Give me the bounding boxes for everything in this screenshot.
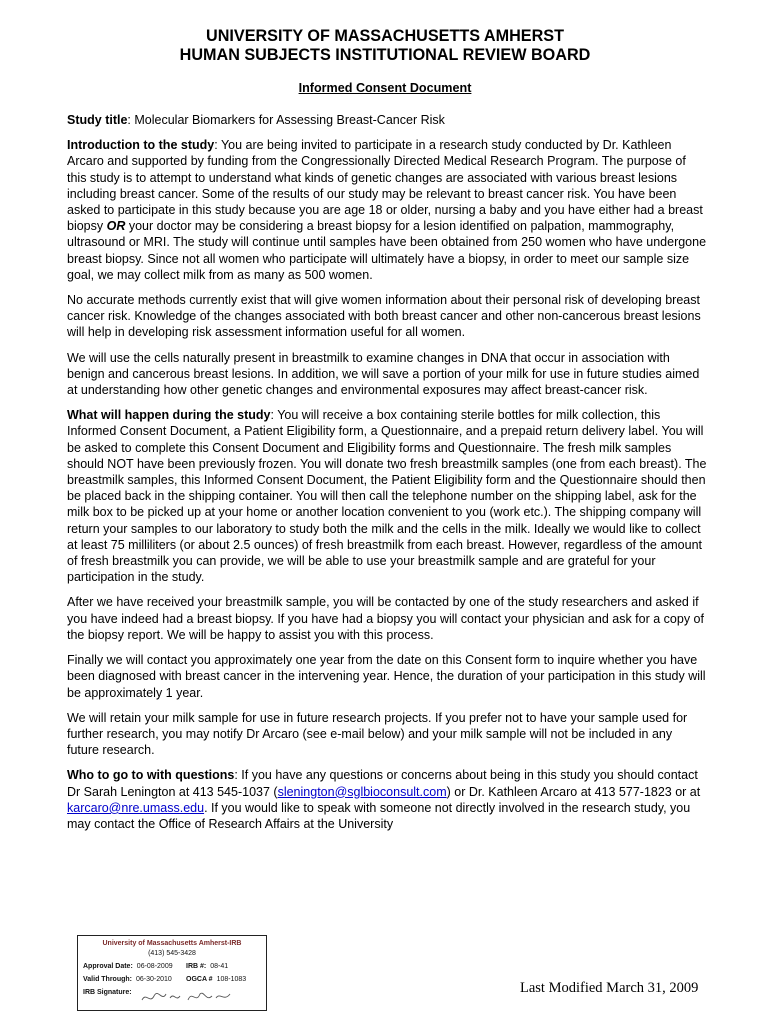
study-title-text: : Molecular Biomarkers for Assessing Breast-Cancer Risk [127,113,445,127]
intro-text-a: : You are being invited to participate in a research study conducted by Dr. Kathleen Arcaro and supported by funding from the Congressionally Directed Medical Research Program. The purpose of this study is to attempt to understand what kinds of genetic changes are associated with various breast lesions including breast cancer. Some of the results of our study may be relevant to breast cancer risk. You have been asked to participate in this study because you are age 18 or older, nursing a baby and you have either had a breast biopsy [67,138,703,234]
questions-text-1: : If you have any questions or concerns about being in this study you should contact Dr Sarah Lenington at 413 545-1037 ( [67,768,698,799]
valid-through-label: Valid Through: [83,976,132,983]
ogca-row [186,975,246,985]
valid-through-value: 06-30-2010 [136,976,172,983]
ogca-value: 108-1083 [216,976,247,983]
questions-paragraph [67,767,707,832]
contact-paragraph: After we have received your breastmilk sample, you will be contacted by one of the study researchers and asked if you have indeed had a breast biopsy. If you have had a biopsy you will contact your physician and ask for a copy of the biopsy report. We will be happy to assist you with this process. [67,595,704,642]
approval-date-value: 06-08-2009 [136,963,173,970]
questions-label: Who to go to with questions [67,768,235,783]
or-emphasis: OR [106,219,126,234]
stamp-phone: (413) 545-3428 [148,950,196,957]
arcaro-email-link[interactable]: karcaro@nre.umass.edu [67,800,205,815]
approval-date-label: Approval Date: [83,963,133,970]
study-title-label: Study title [67,113,128,127]
irb-approval-stamp [77,935,267,1011]
happen-paragraph [67,407,707,585]
irb-signature-row [83,988,132,998]
irb-signature-label: IRB Signature: [83,989,132,996]
intro-paragraph [67,137,707,283]
irb-number-label: IRB #: [186,963,207,970]
document-body [67,112,707,841]
approval-date-row [83,962,173,972]
cells-paragraph: We will use the cells naturally present in breastmilk to examine changes in DNA that occur in association with benign and cancerous breast lesions. In addition, we will save a portion of your milk for use in future studies aimed at understanding how other genetic changes and environmental exposures may affect breast-cancer risk. [67,350,700,398]
document-subtitle: Informed Consent Document [298,81,472,95]
risk-paragraph: No accurate methods currently exist that will give women information about their personal risk of developing breast cancer risk. Knowledge of the changes associated with both breast cancer and other non-cancerous breast lesions will help in developing risk assessment information useful for all women. [67,293,701,340]
irb-number-row [186,962,228,972]
followup-paragraph: Finally we will contact you approximately one year from the date on this Consent form to inquire whether you have been diagnosed with breast cancer in the intervening year. Hence, the duration of your participation in this study will be approximately 1 year. [67,653,706,700]
retain-paragraph: We will retain your milk sample for use in future research projects. If you prefer not to have your sample used for further research, you may notify Dr Arcaro (see e-mail below) and your milk sample will not be included in any future research. [67,710,688,758]
intro-label: Introduction to the study [67,138,215,153]
ogca-label: OGCA # [186,976,213,983]
last-modified: Last Modified March 31, 2009 [520,980,699,996]
questions-text-3: . If you would like to speak with someone not directly involved in the research study, you may contact the Office of Research Affairs at the University [67,800,691,831]
study-title-paragraph [67,112,707,128]
happen-text: : You will receive a box containing sterile bottles for milk collection, this Informed Consent Document, a Patient Eligibility form, a Questionnaire, and a prepaid return delivery label. You will be asked to complete this Consent Document and Eligibility forms and Questionnaire. The fresh milk samples should NOT have been previously frozen. You will donate two fresh breastmilk samples (one from each breast). The breastmilk samples, this Informed Consent Document, the Patient Eligibility form and the Questionnaire should then be placed back in the shipping container. You will then call the telephone number on the shipping label, ask for the milk box to be picked up at your home or another location convenient to you (work etc.). The shipping company will return your samples to our laboratory to study both the milk and the cells in the milk. Ideally we would like to collect at least 75 milliliters (or about 2.5 ounces) of fresh breastmilk from each breast. However, regardless of the amount of fresh breastmilk you can provide, we will be able to use your breastmilk sample and are grateful for your participation in the study. [67,408,707,585]
valid-through-row [83,975,172,985]
intro-text-b: your doctor may be considering a breast biopsy for a lesion identified on palpation, mammography, ultrasound or MRI. The study will continue until samples have been obtained from 250 women who have undergone breast biopsy. Since not all women who participate will ultimately have a biopsy, in order to meet our sample size goal, we may collect milk from as many as 500 women. [67,219,707,282]
stamp-title: University of Massachusetts Amherst-IRB [102,940,242,947]
board-heading: HUMAN SUBJECTS INSTITUTIONAL REVIEW BOARD [179,46,591,64]
questions-text-2: ) or Dr. Kathleen Arcaro at 413 577-1823 or at [446,784,701,799]
happen-label: What will happen during the study [67,408,271,423]
university-heading: UNIVERSITY OF MASSACHUSETTS AMHERST [206,27,564,45]
handwritten-signature-icon [140,988,236,1006]
irb-number-value: 08-41 [210,963,229,970]
lenington-email-link[interactable]: slenington@sglbioconsult.com [277,784,447,799]
